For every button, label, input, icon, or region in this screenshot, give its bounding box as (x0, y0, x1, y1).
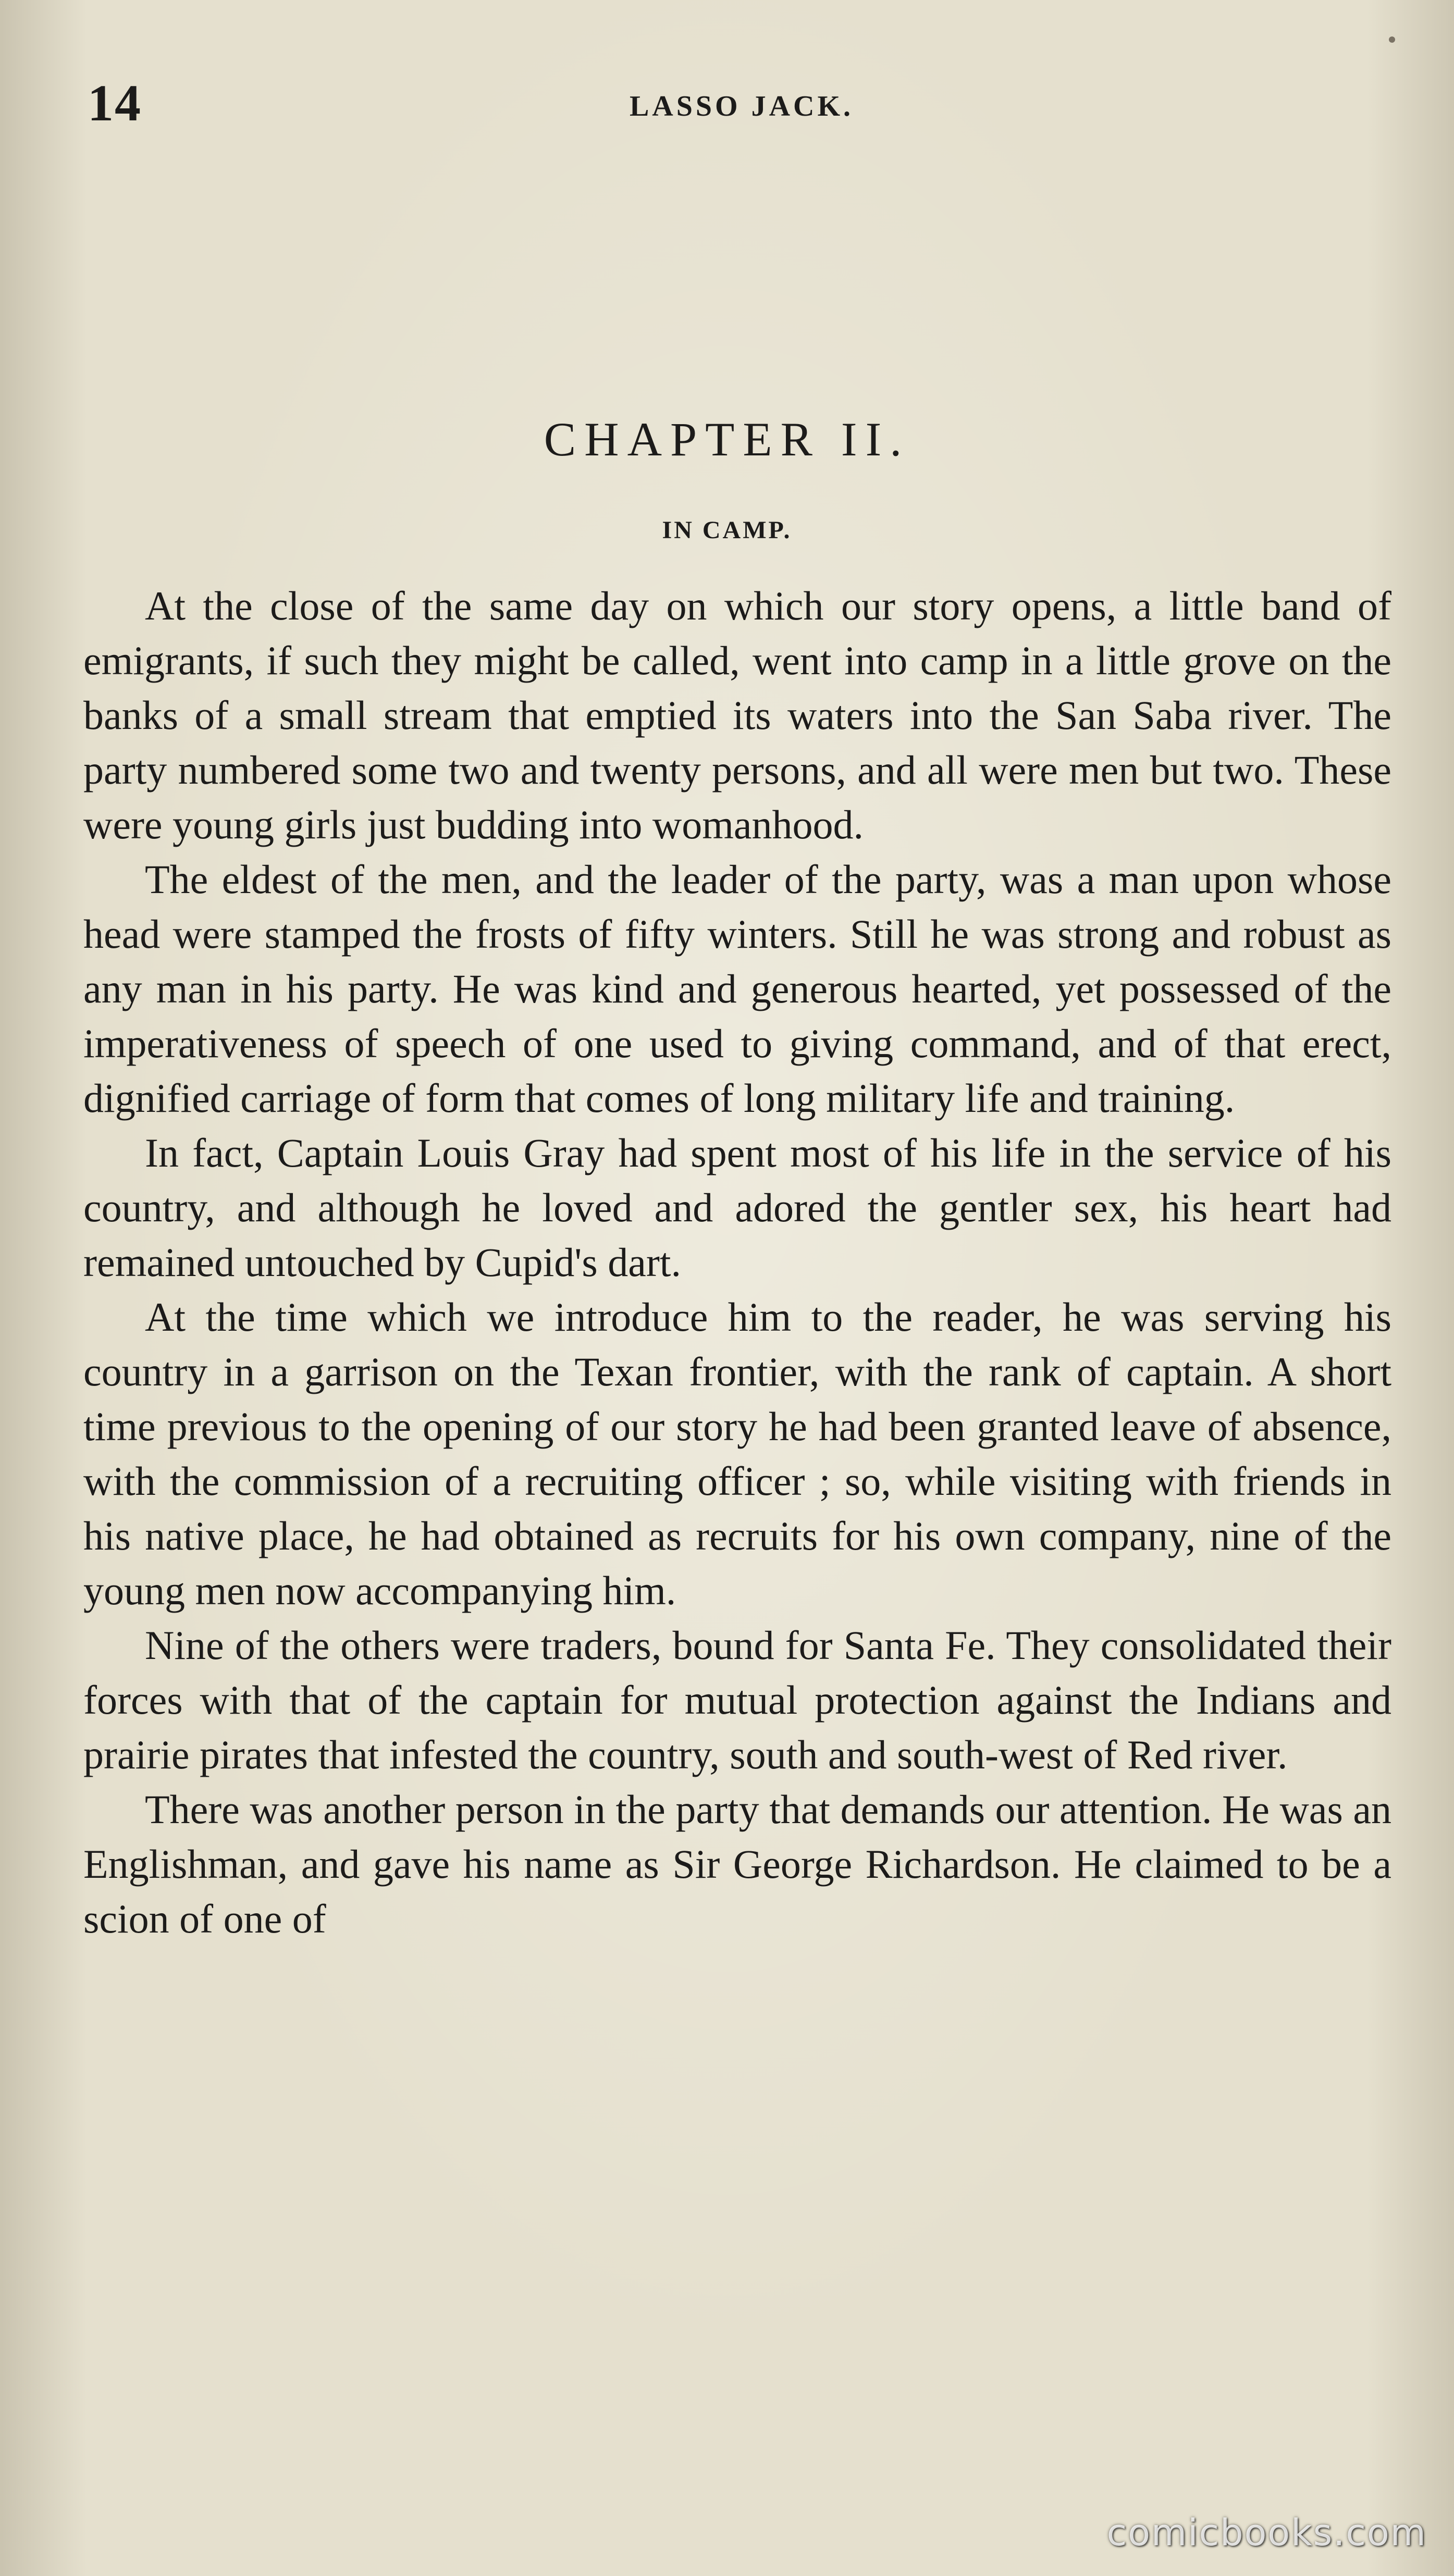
ink-speck (1389, 36, 1395, 43)
watermark: comicbooks.com (1106, 2511, 1427, 2554)
paragraph: There was another person in the party that demands our attention. He was an Englishman, and gave his name as Sir George Richardson. He claimed to be a scion of one of (83, 1787, 1391, 1941)
page-header (88, 73, 1396, 130)
paragraph: At the close of the same day on which our story opens, a little band of emigrants, if such they might be called, went into camp in a little grove on the banks of a small stream that emptied its waters into the San Saba river. The party numbered some two and twenty persons, and all were men but two. These were young girls just budding into womanhood. (83, 583, 1391, 847)
running-head: LASSO JACK. (629, 90, 854, 122)
body-text (83, 578, 1391, 1946)
paragraph: In fact, Captain Louis Gray had spent most of his life in the service of his country, and although he loved and adored the gentler sex, his heart had remained untouched by Cupid's dart. (83, 1130, 1391, 1285)
paragraph: The eldest of the men, and the leader of the party, was a man upon whose head were stamped the frosts of fifty winters. Still he was strong and robust as any man in his party. He was kind and generous hearted, yet possessed of the imperativeness of speech of one used to giving command, and of that erect, dignified carriage of form that comes of long military life and training. (83, 857, 1391, 1121)
paragraph: Nine of the others were traders, bound for Santa Fe. They consolidated their forces with that of the captain for mutual protection against the Indians and prairie pirates that infested the country, south and south-west of Red river. (83, 1623, 1391, 1777)
paragraph: At the time which we introduce him to the reader, he was serving his country in a garrison on the Texan frontier, with the rank of captain. A short time previous to the opening of our story he had been granted leave of absence, with the commission of a recruiting officer ; so, while visiting with friends in his native place, he had obtained as recruits for his own company, nine of the young men now accompanying him. (83, 1294, 1391, 1613)
chapter-title: CHAPTER II. (544, 413, 910, 466)
page-number: 14 (88, 74, 142, 132)
chapter-subtitle: IN CAMP. (662, 516, 792, 544)
